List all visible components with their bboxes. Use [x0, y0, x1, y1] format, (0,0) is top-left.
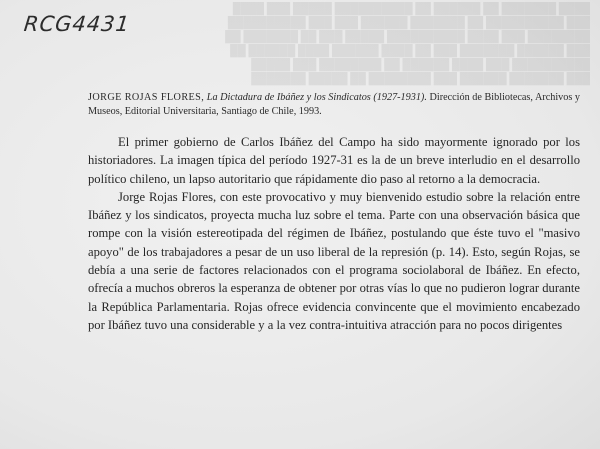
handwritten-shelfmark: RCG4431	[22, 12, 132, 36]
paragraph: El primer gobierno de Carlos Ibáñez del Campo ha sido mayormente ignorado por los historiadores. La imagen típica del período 1927-31 es la de un breve interludio en el desarrollo político chileno, un lapso autoritario que rápidamente dio paso al retorno a la democracia.	[88, 135, 580, 186]
citation-title: La Dictadura de Ibáñez y los Sindicatos	[206, 92, 371, 103]
review-body	[88, 133, 580, 334]
paragraph: Jorge Rojas Flores, con este provocativo y muy bienvenido estudio sobre la relación entre Ibáñez y los sindicatos, proyecta mucha luz sobre el tema. Parte con una observación básica que rompe con la visión estereotipada del régimen de Ibáñez, postulando que éste tuvo el "masivo apoyo" de los trabajadores a pesar de un uso liberal de la represión (p. 14). Esto, según Rojas, se debía a una serie de factores relacionados con el programa sociolaboral de Ibáñez. En efecto, ofrecía a muchos obreros la esperanza de obtener por otras vías lo que no pudieron lograr durante la República Parlamentaria. Rojas ofrece evidencia convincente que el movimiento encabezado por Ibáñez tuvo una considerable y a la vez contra-intuitiva atracción para no pocos dirigentes	[88, 189, 580, 332]
citation-years: (1927-1931).	[373, 92, 427, 103]
citation-author: JORGE ROJAS FLORES,	[88, 92, 205, 103]
bleed-through-text: ████ ███████ ██ ██████ ██ ██████████ █████ ███ ████ ███ ██████████ ██ ███████ ██████ ███ ███ ██████████ ████████ ███ ████ ██████████ █████ ███ ██ ███████ ██ ███ ██████ ███████ ███ ██ ████ ██████ ████ ██████ ██ ██████████ ███ ████ ██████ ██ ████████ ███ █████ ███ ███████ ██████ ███ ████████ ██ █████ ███████	[225, 3, 590, 85]
citation-publisher: Dirección de Bibliotecas, Archivos y Museos, Editorial Universitaria, Santiago de Chile, 1993.	[88, 92, 581, 117]
bibliographic-citation	[88, 91, 580, 118]
